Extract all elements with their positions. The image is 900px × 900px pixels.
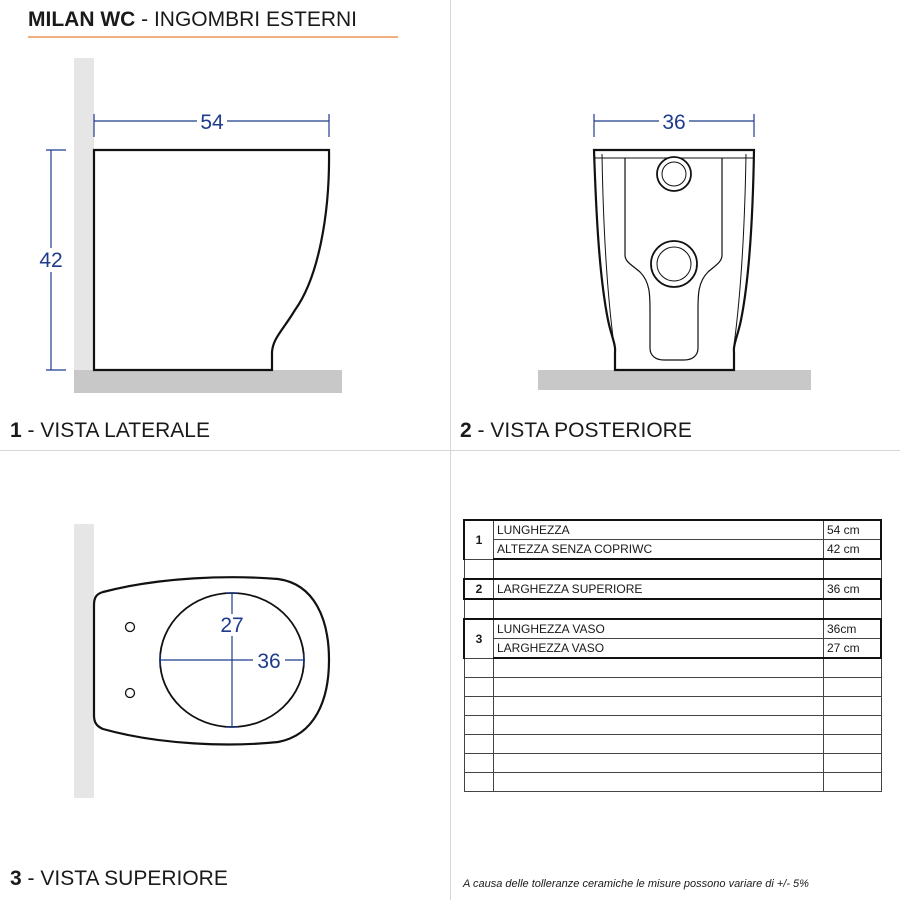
row-description: LARGHEZZA VASO bbox=[494, 639, 824, 659]
top-width-dimension: 36 bbox=[257, 650, 281, 673]
floor bbox=[538, 370, 811, 390]
rear-view-title: - VISTA POSTERIORE bbox=[471, 419, 692, 442]
row-description bbox=[494, 658, 824, 678]
seat-fixing-hole bbox=[126, 623, 135, 632]
row-value bbox=[824, 559, 882, 579]
row-description bbox=[494, 754, 824, 773]
rear-width-dimension: 36 bbox=[662, 111, 686, 134]
table-row bbox=[464, 540, 881, 560]
side-view bbox=[38, 58, 342, 393]
wall bbox=[74, 58, 94, 370]
row-group-number bbox=[464, 599, 494, 619]
top-view-number: 3 bbox=[10, 867, 22, 890]
table-row bbox=[464, 773, 881, 792]
rear-view-label bbox=[460, 419, 692, 443]
table-row bbox=[464, 658, 881, 678]
row-group-number bbox=[464, 716, 494, 735]
tolerance-note: A causa delle tolleranze ceramiche le misure possono variare di +/- 5% bbox=[463, 878, 809, 890]
row-value bbox=[824, 754, 882, 773]
row-value bbox=[824, 716, 882, 735]
row-description bbox=[494, 716, 824, 735]
row-description bbox=[494, 773, 824, 792]
row-group-number bbox=[464, 678, 494, 697]
rear-view bbox=[538, 111, 811, 390]
table-row bbox=[464, 520, 881, 540]
row-group-number bbox=[464, 754, 494, 773]
row-group-number bbox=[464, 773, 494, 792]
table-row bbox=[464, 639, 881, 659]
table-row bbox=[464, 678, 881, 697]
row-value bbox=[824, 773, 882, 792]
row-group-number bbox=[464, 735, 494, 754]
table-row bbox=[464, 697, 881, 716]
row-value bbox=[824, 599, 882, 619]
row-description: LUNGHEZZA bbox=[494, 520, 824, 540]
row-group-number: 1 bbox=[464, 520, 494, 559]
row-value: 36 cm bbox=[824, 579, 882, 599]
side-width-dimension: 54 bbox=[200, 111, 224, 134]
row-value: 27 cm bbox=[824, 639, 882, 659]
row-description: LARGHEZZA SUPERIORE bbox=[494, 579, 824, 599]
row-value bbox=[824, 735, 882, 754]
row-description bbox=[494, 678, 824, 697]
side-view-label bbox=[10, 419, 210, 443]
row-description bbox=[494, 735, 824, 754]
side-view-number: 1 bbox=[10, 419, 22, 442]
row-value: 54 cm bbox=[824, 520, 882, 540]
row-value: 36cm bbox=[824, 619, 882, 639]
wall bbox=[74, 524, 94, 798]
dimensions-table bbox=[463, 519, 882, 792]
row-group-number bbox=[464, 559, 494, 579]
table-row bbox=[464, 754, 881, 773]
row-value bbox=[824, 658, 882, 678]
row-group-number bbox=[464, 697, 494, 716]
wc-side-profile bbox=[94, 150, 329, 370]
row-group-number: 3 bbox=[464, 619, 494, 658]
row-group-number bbox=[464, 658, 494, 678]
table-row bbox=[464, 735, 881, 754]
row-group-number: 2 bbox=[464, 579, 494, 599]
table-row bbox=[464, 716, 881, 735]
table-row bbox=[464, 599, 881, 619]
row-description bbox=[494, 599, 824, 619]
row-description bbox=[494, 559, 824, 579]
product-name: MILAN WC bbox=[28, 8, 136, 31]
table-row bbox=[464, 559, 881, 579]
top-view-title: - VISTA SUPERIORE bbox=[21, 867, 228, 890]
row-value bbox=[824, 697, 882, 716]
side-view-title: - VISTA LATERALE bbox=[21, 419, 210, 442]
table-row bbox=[464, 579, 881, 599]
row-value bbox=[824, 678, 882, 697]
drain-outlet bbox=[651, 241, 697, 287]
top-view-label bbox=[10, 867, 228, 891]
top-length-dimension: 27 bbox=[220, 614, 244, 637]
rear-view-number: 2 bbox=[460, 419, 472, 442]
floor bbox=[74, 370, 342, 393]
row-description: ALTEZZA SENZA COPRIWC bbox=[494, 540, 824, 560]
row-value: 42 cm bbox=[824, 540, 882, 560]
table-row bbox=[464, 619, 881, 639]
row-description bbox=[494, 697, 824, 716]
seat-fixing-hole bbox=[126, 689, 135, 698]
side-height-dimension: 42 bbox=[39, 249, 63, 272]
top-view bbox=[74, 524, 329, 798]
page-subtitle: - INGOMBRI ESTERNI bbox=[135, 8, 357, 31]
row-description: LUNGHEZZA VASO bbox=[494, 619, 824, 639]
